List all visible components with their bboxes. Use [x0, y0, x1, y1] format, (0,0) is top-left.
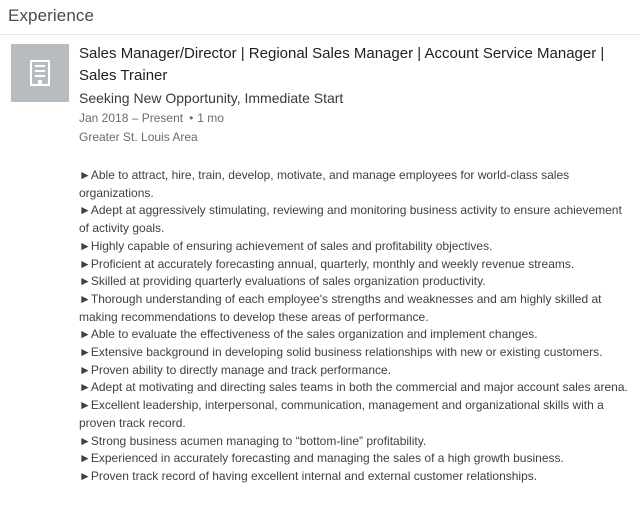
description-line: ►Extensive background in developing solid business relationships with new or existing customers.	[79, 345, 603, 360]
date-range: Jan 2018 – Present	[79, 111, 184, 125]
description-line: ►Highly capable of ensuring achievement of sales and profitability objectives.	[79, 238, 493, 253]
section-divider	[0, 34, 640, 35]
description-line: ►Adept at motivating and directing sales teams in both the commercial and major account sales arena.	[79, 380, 628, 395]
description-line: ►Excellent leadership, interpersonal, communication, management and organizational skills with a proven track record.	[79, 398, 604, 430]
description-line: ►Proven ability to directly manage and track performance.	[79, 362, 392, 377]
experience-entry	[79, 43, 635, 486]
description-line: ►Adept at aggressively stimulating, reviewing and monitoring business activity to ensure achievement of activity goals.	[79, 203, 622, 236]
job-title[interactable]: Sales Manager/Director | Regional Sales Manager | Account Service Manager | Sales Trainer	[79, 45, 605, 84]
date-separator: •	[189, 111, 194, 125]
building-icon	[29, 59, 51, 87]
description-line: ►Able to evaluate the effectiveness of the sales organization and implement changes.	[79, 327, 538, 342]
location: Greater St. Louis Area	[79, 130, 198, 144]
description-line: ►Strong business acumen managing to “bottom-line” profitability.	[79, 433, 427, 448]
description-line: ►Proficient at accurately forecasting annual, quarterly, monthly and weekly revenue streams.	[79, 256, 575, 271]
date-range-row	[79, 109, 635, 127]
description-line: ►Proven track record of having excellent internal and external customer relationships.	[79, 468, 538, 483]
description-line: ►Experienced in accurately forecasting and managing the sales of a high growth business.	[79, 451, 564, 466]
duration: 1 mo	[197, 111, 224, 125]
company-name[interactable]: Seeking New Opportunity, Immediate Start	[79, 90, 344, 106]
job-description	[79, 167, 635, 486]
description-line: ►Thorough understanding of each employee's strengths and weaknesses and am highly skilled at making recommendations to develop these areas of performance.	[79, 291, 602, 324]
description-line: ►Skilled at providing quarterly evaluations of sales organization productivity.	[79, 274, 486, 289]
section-title: Experience	[8, 6, 95, 25]
description-line: ►Able to attract, hire, train, develop, motivate, and manage employees for world-class sales organizations.	[79, 168, 570, 200]
company-logo[interactable]	[11, 44, 69, 102]
